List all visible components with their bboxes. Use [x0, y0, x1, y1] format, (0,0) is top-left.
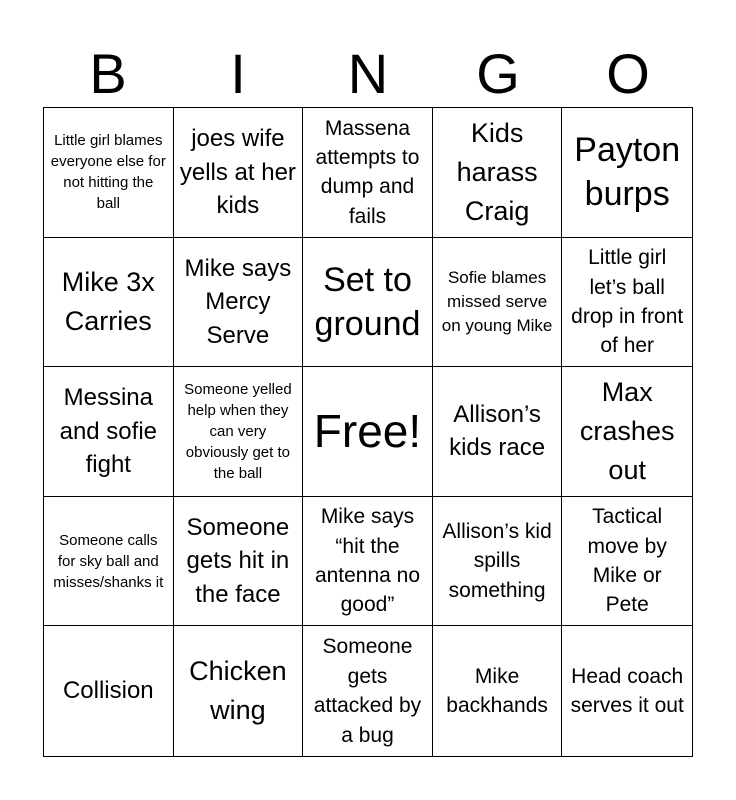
- bingo-cell[interactable]: Collision: [44, 626, 174, 756]
- header-letter-n: N: [347, 42, 389, 105]
- bingo-cell[interactable]: Little girl blames everyone else for not hitting the ball: [44, 108, 174, 238]
- bingo-cell[interactable]: Someone gets attacked by a bug: [303, 626, 433, 756]
- bingo-cell[interactable]: Mike 3x Carries: [44, 238, 174, 368]
- bingo-cell[interactable]: Allison’s kids race: [433, 367, 563, 497]
- bingo-board: [43, 107, 693, 757]
- bingo-cell[interactable]: Payton burps: [562, 108, 692, 238]
- bingo-header: [43, 40, 693, 108]
- bingo-cell[interactable]: Mike says “hit the antenna no good”: [303, 497, 433, 627]
- header-letter-b: B: [89, 42, 127, 105]
- bingo-cell[interactable]: Kids harass Craig: [433, 108, 563, 238]
- bingo-cell[interactable]: Someone calls for sky ball and misses/shanks it: [44, 497, 174, 627]
- free-space-cell[interactable]: Free!: [303, 367, 433, 497]
- header-letter-i: I: [230, 42, 246, 105]
- bingo-cell[interactable]: Head coach serves it out: [570, 664, 684, 718]
- bingo-cell[interactable]: Tactical move by Mike or Pete: [562, 497, 692, 627]
- bingo-cell[interactable]: Massena attempts to dump and fails: [303, 108, 433, 238]
- bingo-cell[interactable]: Mike says Mercy Serve: [174, 238, 304, 368]
- header-letter-o: O: [606, 42, 650, 105]
- bingo-cell[interactable]: Sofie blames missed serve on young Mike: [433, 238, 563, 368]
- bingo-cell[interactable]: Set to ground: [303, 238, 433, 368]
- bingo-cell[interactable]: Mike backhands: [433, 626, 563, 756]
- bingo-cell[interactable]: Messina and sofie fight: [44, 367, 174, 497]
- bingo-cell[interactable]: Allison’s kid spills something: [433, 497, 563, 627]
- bingo-cell[interactable]: Someone gets hit in the face: [174, 497, 304, 627]
- bingo-cell[interactable]: Someone yelled help when they can very obviously get to the ball: [174, 367, 304, 497]
- header-letter-g: G: [476, 42, 520, 105]
- bingo-cell[interactable]: Chicken wing: [174, 626, 304, 756]
- bingo-cell[interactable]: joes wife yells at her kids: [174, 108, 304, 238]
- bingo-cell[interactable]: Max crashes out: [562, 367, 692, 497]
- bingo-cell[interactable]: Little girl let’s ball drop in front of her: [562, 238, 692, 368]
